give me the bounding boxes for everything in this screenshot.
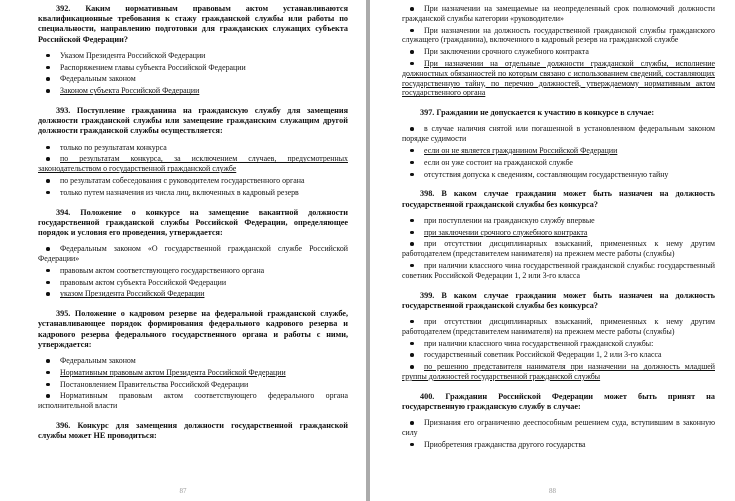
bullet-icon	[410, 127, 414, 131]
answer-option-text: если он уже состоит на гражданской службе	[424, 157, 573, 167]
bullet-icon	[46, 383, 50, 387]
answer-option-text: При назначении на отдельные должности гражданской службы, исполнение должностных обязанностей по которым связано с использованием сведений, составляющих государственную тайну, по перечню должностей, утверждаемому нормативным актом государственного органа	[402, 58, 715, 98]
answer-option-text: Признания его ограниченно дееспособным решением суда, вступившим в законную силу	[402, 418, 715, 437]
answer-option-text: правовым актом соответствующего государственного органа	[60, 265, 265, 275]
question-text: 397. Граждании не допускается к участию в конкурсе в случае:	[420, 108, 655, 118]
answer-option-text: если он не является гражданином Российской Федерации	[424, 145, 618, 155]
answer-option	[402, 418, 715, 438]
question-text: 399. В каком случае гражданин может быть назначен на должность государственной гражданской службы без конкурса?	[402, 290, 715, 310]
answer-option	[402, 239, 715, 259]
answer-option-text: При назначении на должность государственной гражданской службы гражданского служащего (гражданина), включенного в кадровый резерв на гражданской службе	[402, 25, 715, 45]
answer-list	[402, 216, 715, 281]
answer-option	[402, 216, 715, 226]
answer-option-correct	[38, 86, 348, 96]
answer-option	[38, 278, 348, 288]
page-content	[38, 4, 348, 441]
question-text: 393. Поступление гражданина на гражданскую службу для замещения должности гражданской службы или замещение гражданским служащим другой должности гражданской службы осуществляется:	[38, 106, 348, 136]
answer-option-text: при заключении срочного служебного контракта	[424, 227, 588, 237]
bullet-icon	[410, 29, 414, 33]
answer-option	[38, 244, 348, 264]
answer-option	[38, 143, 348, 153]
bullet-icon	[46, 247, 50, 251]
answer-option-correct	[402, 146, 715, 156]
page-number: 87	[179, 487, 187, 495]
answer-option-text: Федеральным законом	[60, 74, 136, 84]
bullet-icon	[46, 269, 50, 273]
answer-list	[38, 51, 348, 96]
bullet-icon	[46, 157, 50, 161]
answer-option-text: только путем назначения из числа лиц, включенных в кадровый резерв	[60, 187, 299, 197]
answer-option-text: по результатам конкурса, за исключением случаев, предусмотренных законодательством о государственной гражданской службе	[38, 154, 348, 174]
answer-option-text: При назначении на замещаемые на неопределенный срок полномочий должности гражданской службы категории «руководители»	[402, 4, 715, 23]
bullet-icon	[46, 359, 50, 363]
answer-option-text: Нормативным правовым актом Президента Российской Федерации	[60, 367, 286, 377]
answer-option-text: При заключении срочного служебного контракта	[424, 47, 589, 57]
answer-option	[38, 391, 348, 411]
answer-option	[402, 317, 715, 337]
answer-option-correct	[38, 368, 348, 378]
bullet-icon	[46, 146, 50, 150]
bullet-icon	[410, 342, 414, 346]
answer-option	[38, 176, 348, 186]
bullet-icon	[410, 161, 414, 165]
answer-option-text: по решению представителя нанимателя при назначении на должность младшей группы должностей государственной гражданской службы	[402, 362, 715, 381]
bullet-icon	[410, 353, 414, 357]
answer-option-text: в случае наличия снятой или погашенной в установленном федеральным законом порядке судимости	[402, 124, 715, 144]
answer-option-text: Федеральным законом	[60, 356, 136, 365]
answer-option	[38, 356, 348, 366]
answer-option-text: Федеральным законом «О государственной гражданской службе Российской Федерации»	[38, 244, 348, 263]
answer-option-text: Нормативным правовым актом соответствующего федерального органа исполнительной власти	[38, 391, 348, 411]
answer-option	[402, 350, 715, 360]
bullet-icon	[410, 242, 414, 246]
bullet-icon	[46, 191, 50, 195]
question-text: 400. Гражданин Российской Федерации может быть принят на государственную гражданскую службу в случае:	[402, 391, 715, 411]
answer-option-text: при отсутствии дисциплинарных взысканий, примененных к нему другим работодателем (представителем нанимателя) на прежнем месте работы (службы)	[402, 239, 715, 259]
bullet-icon	[410, 149, 414, 153]
bullet-icon	[46, 77, 50, 81]
answer-list	[402, 124, 715, 179]
answer-option-text: правовым актом субъекта Российской Федерации	[60, 277, 227, 287]
answer-option-text: государственный советник Российской Федерации 1, 2 или 3-го класса	[424, 350, 662, 360]
answer-option	[402, 440, 715, 450]
document-page-87	[0, 0, 366, 501]
bullet-icon	[46, 281, 50, 285]
answer-option-text: при наличии классного чина государственной гражданской службы: государственный советник Российской Федерации 1, 2 или 3-го класса	[402, 260, 715, 280]
answer-option-text: Постановлением Правительства Российской Федерации	[60, 379, 249, 389]
answer-option	[38, 63, 348, 73]
answer-option-text: Распоряжением главы субъекта Российской Федерации	[60, 62, 246, 72]
answer-list	[38, 143, 348, 198]
answer-option-text: Приобретения гражданства другого государства	[424, 439, 586, 449]
answer-option-text: отсутствия допуска к сведениям, составляющим государственную тайну	[424, 169, 669, 179]
answer-option	[402, 158, 715, 168]
bullet-icon	[46, 89, 50, 93]
answer-option	[38, 266, 348, 276]
bullet-icon	[46, 394, 50, 398]
answer-option-correct	[38, 154, 348, 174]
answer-option	[38, 51, 348, 61]
continued-options-396	[402, 4, 715, 98]
bullet-icon	[410, 7, 414, 11]
answer-option-text: по результатам собеседования с руководителем государственного органа	[60, 176, 305, 185]
answer-option-text: при отсутствии дисциплинарных взысканий, примененных к нему другим работодателем (представителем нанимателя) на прежнем месте работы (службы)	[402, 316, 715, 336]
answer-option-correct	[402, 362, 715, 382]
question-text: 396. Конкурс для замещения должности государственной гражданской службы может НЕ проводиться:	[38, 420, 348, 441]
question-text: 392. Каким нормативным правовым актом устанавливаются квалификационные требования к стажу гражданской службы или работы по специальности, направлению подготовки для гражданских служащих субъекта Российской Федерации?	[38, 4, 348, 44]
answer-option-correct	[402, 228, 715, 238]
answer-option	[402, 261, 715, 281]
question-text: 394. Положение о конкурсе на замещение вакантной должности государственной гражданской службы Российской Федерации, определяющее порядок и условия его проведения, утверждается:	[38, 207, 348, 237]
question-text: 398. В каком случае гражданин может быть назначен на должность государственной гражданской службы без конкурса?	[402, 189, 715, 209]
answer-option-correct	[402, 59, 715, 98]
answer-list	[402, 418, 715, 449]
answer-option	[402, 47, 715, 57]
bullet-icon	[410, 320, 414, 324]
answer-option	[38, 74, 348, 84]
answer-option-text: только по результатам конкурса	[60, 142, 167, 152]
bullet-icon	[410, 365, 414, 369]
bullet-icon	[410, 173, 414, 177]
answer-option-text: указом Президента Российской Федерации	[60, 289, 205, 299]
bullet-icon	[410, 50, 414, 54]
question-text: 395. Положение о кадровом резерве на федеральной гражданской службе, устанавливающее порядок формирования федерального кадрового резерва и кадрового резерва федерального государственного органа и работы с ними, утверждается:	[38, 309, 348, 349]
answer-option-text: при поступлении на гражданскую службу впервые	[424, 215, 595, 225]
bullet-icon	[410, 62, 414, 66]
bullet-icon	[46, 292, 50, 296]
answer-option	[402, 124, 715, 144]
answer-option	[38, 380, 348, 390]
bullet-icon	[410, 264, 414, 268]
answer-option-text: Законом субъекта Российской Федерации	[60, 86, 200, 96]
bullet-icon	[410, 443, 414, 447]
page-number: 88	[549, 487, 556, 495]
bullet-icon	[410, 421, 414, 425]
bullet-icon	[46, 66, 50, 70]
answer-list	[38, 244, 348, 299]
answer-option	[402, 170, 715, 180]
answer-option	[402, 339, 715, 349]
answer-list	[38, 356, 348, 411]
answer-option	[402, 26, 715, 46]
document-page-88	[370, 0, 735, 501]
answer-option	[38, 188, 348, 198]
bullet-icon	[410, 231, 414, 235]
bullet-icon	[410, 219, 414, 223]
bullet-icon	[46, 54, 50, 58]
answer-option	[402, 4, 715, 24]
answer-list	[402, 317, 715, 382]
bullet-icon	[46, 179, 50, 183]
bullet-icon	[46, 371, 50, 375]
answer-option-text: при наличии классного чина государственной гражданской службы:	[424, 338, 654, 348]
answer-option-text: Указом Президента Российской Федерации	[60, 50, 206, 60]
answer-option-correct	[38, 289, 348, 299]
page-content	[402, 108, 715, 449]
